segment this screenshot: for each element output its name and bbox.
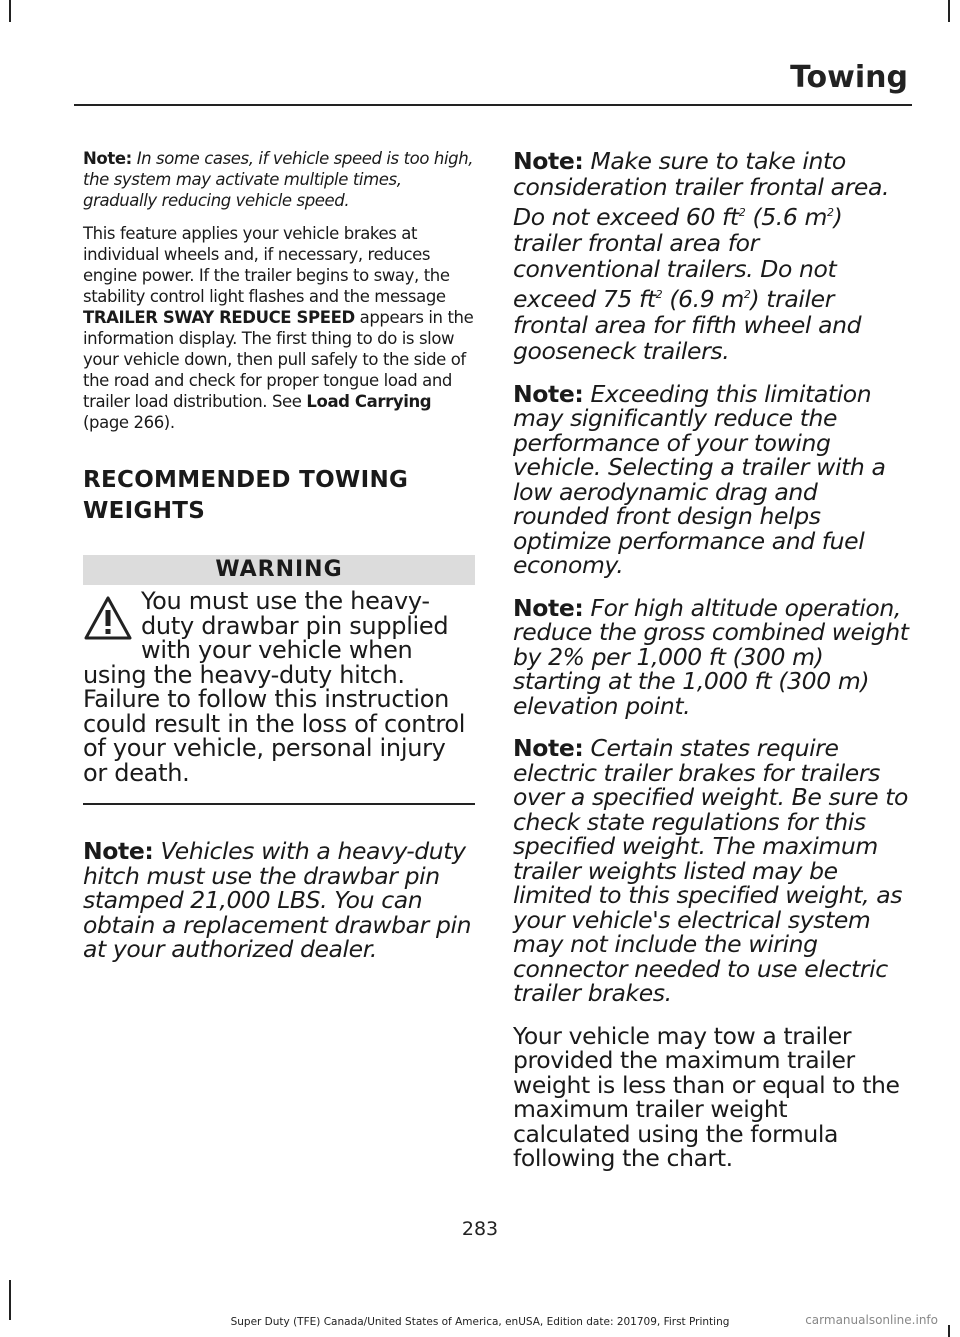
note-frontal-area xyxy=(513,148,910,364)
note-altitude xyxy=(513,593,910,720)
load-carrying-link[interactable]: Load Carrying xyxy=(306,392,432,411)
warning-triangle-icon xyxy=(83,595,133,643)
page-title: Towing xyxy=(790,60,908,95)
note-limitation xyxy=(513,379,910,580)
superscript: 2 xyxy=(743,287,751,301)
crop-mark-top-right xyxy=(948,0,950,22)
sway-paragraph xyxy=(83,223,475,433)
right-column xyxy=(513,148,910,1171)
page-reference: (page 266). xyxy=(83,413,175,432)
note-text-3: ) trailer frontal area for conventional trailers. Do not exceed 75 ft xyxy=(513,202,843,313)
sway-text-b: appears in the information display. The first thing to do is slow your vehicle down, then pull safely to the side of the road and check for proper tongue load and trailer load distribution. See xyxy=(83,308,474,411)
note-text-1: Make sure to take into consideration trailer frontal area. Do not exceed 60 ft xyxy=(513,147,890,231)
warning-box xyxy=(83,589,475,805)
warning-title-bar: WARNING xyxy=(83,555,475,585)
note-text: Certain states require electric trailer brakes for trailers over a specified weight. Be sure to check state regulations for this specified weight. The maximum trailer weights listed may be limited to this specified weight, as your vehicle's electrical system may not include the wiring connector needed to use electric trailer brakes. xyxy=(513,734,909,1008)
watermark: carmanualsonline.info xyxy=(805,1313,938,1327)
section-heading: RECOMMENDED TOWING WEIGHTS xyxy=(83,467,409,524)
page-number: 283 xyxy=(461,1218,499,1240)
note-electric-brakes xyxy=(513,736,910,1006)
note-text: Exceeding this limitation may significantly reduce the performance of your towing vehicle. Selecting a trailer with a low aerodynamic drag and rounded front design helps optimize performance and fuel economy. xyxy=(513,379,886,580)
note-label: Note: xyxy=(513,734,584,763)
note-label: Note: xyxy=(513,147,584,175)
note-speed xyxy=(83,148,475,211)
note-label: Note: xyxy=(83,149,132,168)
note-label: Note: xyxy=(513,593,584,622)
note-label: Note: xyxy=(513,379,584,408)
note-text: Vehicles with a heavy-duty hitch must use the drawbar pin stamped 21,000 LBS. You can obtain a replacement drawbar pin at your authorized dealer. xyxy=(83,837,472,963)
note-label: Note: xyxy=(83,837,154,865)
crop-mark-top-left xyxy=(9,0,11,22)
left-column xyxy=(83,148,475,962)
header-divider xyxy=(74,104,912,106)
warning-text: You must use the heavy-duty drawbar pin supplied with your vehicle when using the heavy-duty hitch. Failure to follow this instruction could result in the loss of control of your vehicle, personal injury or death. xyxy=(83,587,466,787)
note-text-4: (6.9 m xyxy=(669,284,744,313)
sway-message: TRAILER SWAY REDUCE SPEED xyxy=(83,308,355,327)
note-text-2: (5.6 m xyxy=(752,202,827,231)
superscript: 2 xyxy=(738,206,746,219)
note-drawbar xyxy=(83,839,475,962)
sway-text-a: This feature applies your vehicle brakes at individual wheels and, if necessary, reduces engine power. If the trailer begins to sway, the stability control light flashes and the message xyxy=(83,224,450,306)
note-text-5: ) trailer frontal area for fifth wheel and gooseneck trailers. xyxy=(513,284,862,365)
crop-mark-bottom-left xyxy=(9,1280,11,1320)
edition-info: Super Duty (TFE) Canada/United States of America, enUSA, Edition date: 201709, First Printing xyxy=(230,1316,730,1328)
tow-capacity-paragraph: Your vehicle may tow a trailer provided the maximum trailer weight is less than or equal to the maximum trailer weight calculated using the formula following the chart. xyxy=(513,1021,900,1173)
note-text: For high altitude operation, reduce the gross combined weight by 2% per 1,000 ft (300 m) starting at the 1,000 ft (300 m) elevation point. xyxy=(513,593,909,720)
note-text: In some cases, if vehicle speed is too high, the system may activate multiple times, gradually reducing vehicle speed. xyxy=(83,149,474,210)
superscript: 2 xyxy=(655,287,663,301)
superscript: 2 xyxy=(826,206,834,219)
